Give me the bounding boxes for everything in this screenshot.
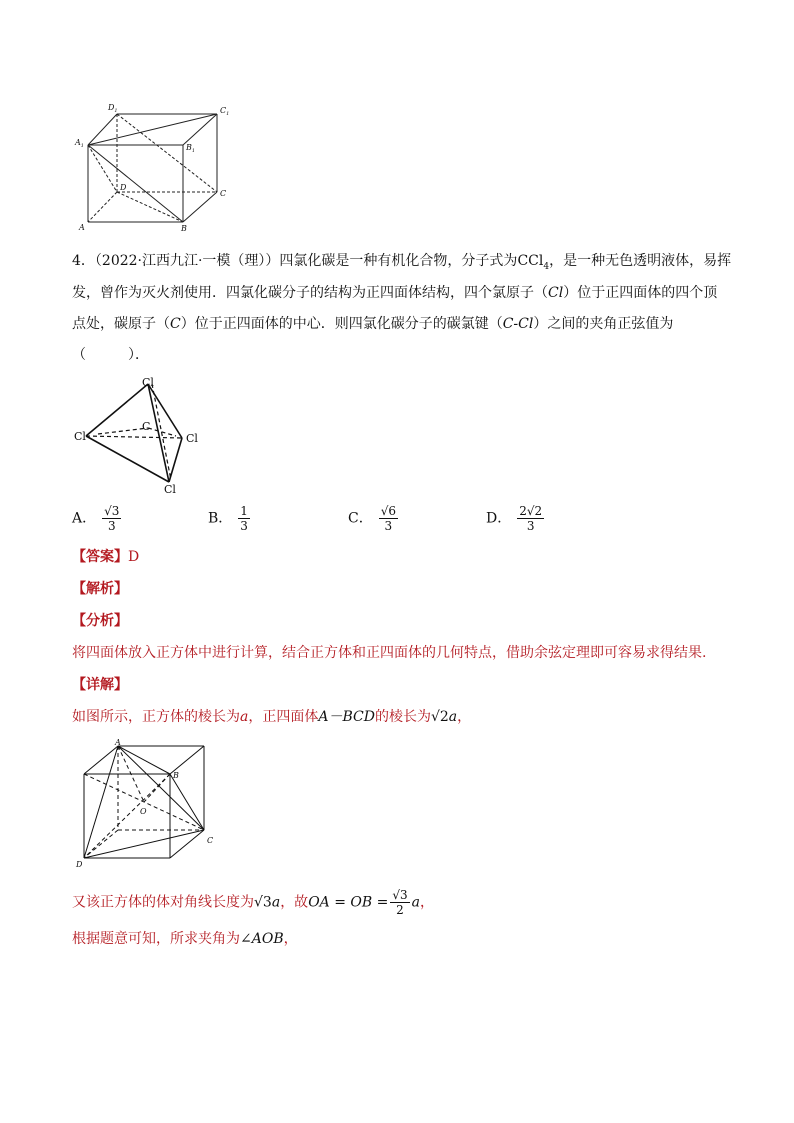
- cl-bottom-label: Cl: [164, 483, 176, 496]
- label-C: C: [220, 189, 227, 198]
- conclusion-line-2: 根据题意可知，所求夹角为∠AOB，: [72, 931, 298, 947]
- label-B: B: [181, 224, 187, 233]
- cl-top-label: Cl: [142, 376, 154, 389]
- option-c[interactable]: C． $\frac{√6}{3}$: [348, 504, 396, 533]
- label-B: B: [173, 771, 179, 780]
- option-a[interactable]: A． $\frac{√3}{3}$: [72, 504, 120, 533]
- formula-ccl4: CCl$_4$: [517, 253, 550, 272]
- question-line-2: 发，曾作为灭火剂使用．四氯化碳分子的结构为正四面体结构，四个氯原子（Cl）位于正四面体的四个顶: [72, 285, 718, 301]
- label-D: D: [120, 183, 127, 192]
- answer-value: D: [128, 549, 140, 565]
- detail-line-1: 如图所示，正方体的棱长为a，正四面体A－BCD的棱长为√2a，: [72, 709, 472, 725]
- label-C1: $C_1$: [220, 106, 230, 117]
- cube-tetrahedron-figure: [72, 738, 222, 873]
- answer-tag: 【答案】: [72, 549, 128, 565]
- answer-line: [72, 546, 139, 568]
- label-A: A: [79, 223, 85, 232]
- label-A: A: [115, 738, 121, 747]
- tetrahedron-figure: [72, 372, 212, 497]
- label-C: C: [207, 836, 214, 845]
- option-d[interactable]: D． $\frac{2√2}{3}$: [486, 504, 543, 533]
- label-O: O: [140, 807, 147, 816]
- label-D1: $D_1$: [108, 103, 118, 114]
- c-center-label: C: [142, 420, 151, 433]
- question-line-4: （ ）．: [72, 347, 149, 363]
- cl-left-label: Cl: [74, 430, 86, 443]
- fenxi-text: 将四面体放入正方体中进行计算，结合正方体和正四面体的几何特点，借助余弦定理即可容易求得结果.: [72, 645, 707, 661]
- label-B1: $B_1$: [186, 143, 196, 154]
- question-line-1: 4．（2022·江西九江·一模（理））四氯化碳是一种有机化合物，分子式为CCl$_4$，是一种无色透明液体，易挥: [72, 253, 732, 272]
- label-D: D: [76, 860, 83, 869]
- detail-tag: 【详解】: [72, 677, 128, 693]
- cuboid-figure: [70, 100, 240, 235]
- cl-right-label: Cl: [186, 432, 198, 445]
- analysis-tag: 【解析】: [72, 581, 128, 597]
- option-b[interactable]: B． $\frac{1}{3}$: [208, 504, 248, 533]
- conclusion-line-1: 又该正方体的体对角线长度为√3a，故OA = OB = $\frac{√3}{2}$ a，: [72, 888, 434, 917]
- label-A1: $A_1$: [75, 138, 84, 149]
- fenxi-tag: 【分析】: [72, 613, 128, 629]
- question-line-3: 点处，碳原子（C）位于正四面体的中心．则四氯化碳分子的碳氯键（C-Cl）之间的夹角正弦值为: [72, 316, 674, 332]
